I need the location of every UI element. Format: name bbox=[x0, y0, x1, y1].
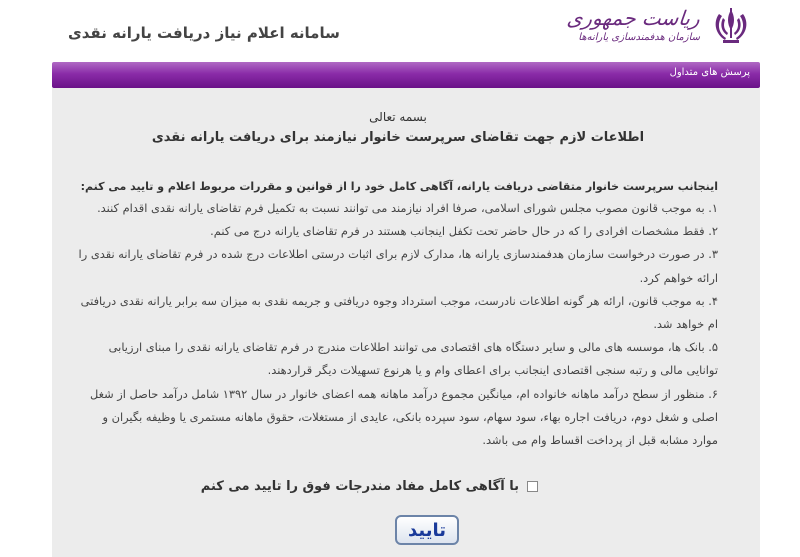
agreement-checkbox[interactable] bbox=[527, 481, 538, 492]
terms-item: ۶. منظور از سطح درآمد ماهانه خانواده ام، میانگین مجموع درآمد ماهانه همه اعضای خانوار در سال ۱۳۹۲ شامل درآمد حاصل از شغل اصلی و شغل دوم، دریافت اجاره بهاء، سود سهام، سود سپرده بانکی، عایدی از مستغلات، حقوق ماهانه مستمری یا وظیفه بگیران و موارد مشابه قبل از پرداخت اقساط وام می باشد. bbox=[89, 386, 718, 448]
terms-item: ۳. در صورت درخواست سازمان هدفمندسازی یارانه ها، مدارک لازم برای اثبات درستی اطلاعات درج شده در فرم تقاضای یارانه نقدی را ارائه خواهم کرد. bbox=[78, 247, 718, 285]
logo[interactable] bbox=[526, 2, 756, 50]
terms-intro: اینجانب سرپرست خانوار متقاضی دریافت یارانه، آگاهی کامل خود را از قوانین و مقررات مربوط اعلام و تایید می کنم: bbox=[80, 180, 718, 193]
page-title: سامانه اعلام نیاز دریافت یارانه نقدی bbox=[68, 24, 340, 42]
logo-text bbox=[567, 7, 700, 45]
logo-main-text: ریاست جمهوری bbox=[565, 6, 702, 30]
agreement-label: با آگاهی کامل مفاد مندرجات فوق را تایید می کنم bbox=[200, 479, 519, 494]
main-panel bbox=[52, 88, 760, 557]
besmellah-text: بسمه تعالی bbox=[369, 110, 427, 124]
terms-content bbox=[52, 110, 760, 452]
iran-emblem-icon bbox=[706, 3, 756, 49]
terms-list bbox=[78, 197, 718, 452]
top-menu-bar bbox=[52, 62, 760, 88]
menu-item-faq[interactable]: پرسش های متداول bbox=[669, 67, 750, 78]
terms-item: ۱. به موجب قانون مصوب مجلس شورای اسلامی، صرفا افراد نیازمند می توانند نسبت به تکمیل فرم تقاضای یارانه نقدی اقدام کنند. bbox=[97, 201, 718, 215]
confirm-button[interactable]: تایید bbox=[395, 515, 459, 545]
terms-item: ۵. بانک ها، موسسه های مالی و سایر دستگاه های اقتصادی می توانند اطلاعات مندرج در فرم تقاضای یارانه نقدی را مبنای ارزیابی توانایی مالی و رتبه سنجی اقتصادی اینجانب برای اعطای وام و یا هرنوع تسهیلات دیگر قراردهند. bbox=[108, 340, 718, 378]
agreement-row[interactable] bbox=[201, 479, 538, 494]
terms-item: ۲. فقط مشخصات افرادی را که در حال حاضر تحت تکفل اینجانب هستند در فرم تقاضای یارانه درج می کنم. bbox=[210, 224, 718, 239]
terms-item: ۴. به موجب قانون، ارائه هر گونه اطلاعات نادرست، موجب استرداد وجوه دریافتی و جریمه نقدی به میزان سه برابر یارانه نقدی دریافتی ام خواهد شد. bbox=[80, 293, 718, 332]
logo-sub-text: سازمان هدفمندسازی یارانه‌ها bbox=[578, 32, 700, 43]
header bbox=[0, 0, 800, 60]
terms-heading: اطلاعات لازم جهت تقاضای سرپرست خانوار نیازمند برای دریافت یارانه نقدی bbox=[151, 130, 645, 145]
